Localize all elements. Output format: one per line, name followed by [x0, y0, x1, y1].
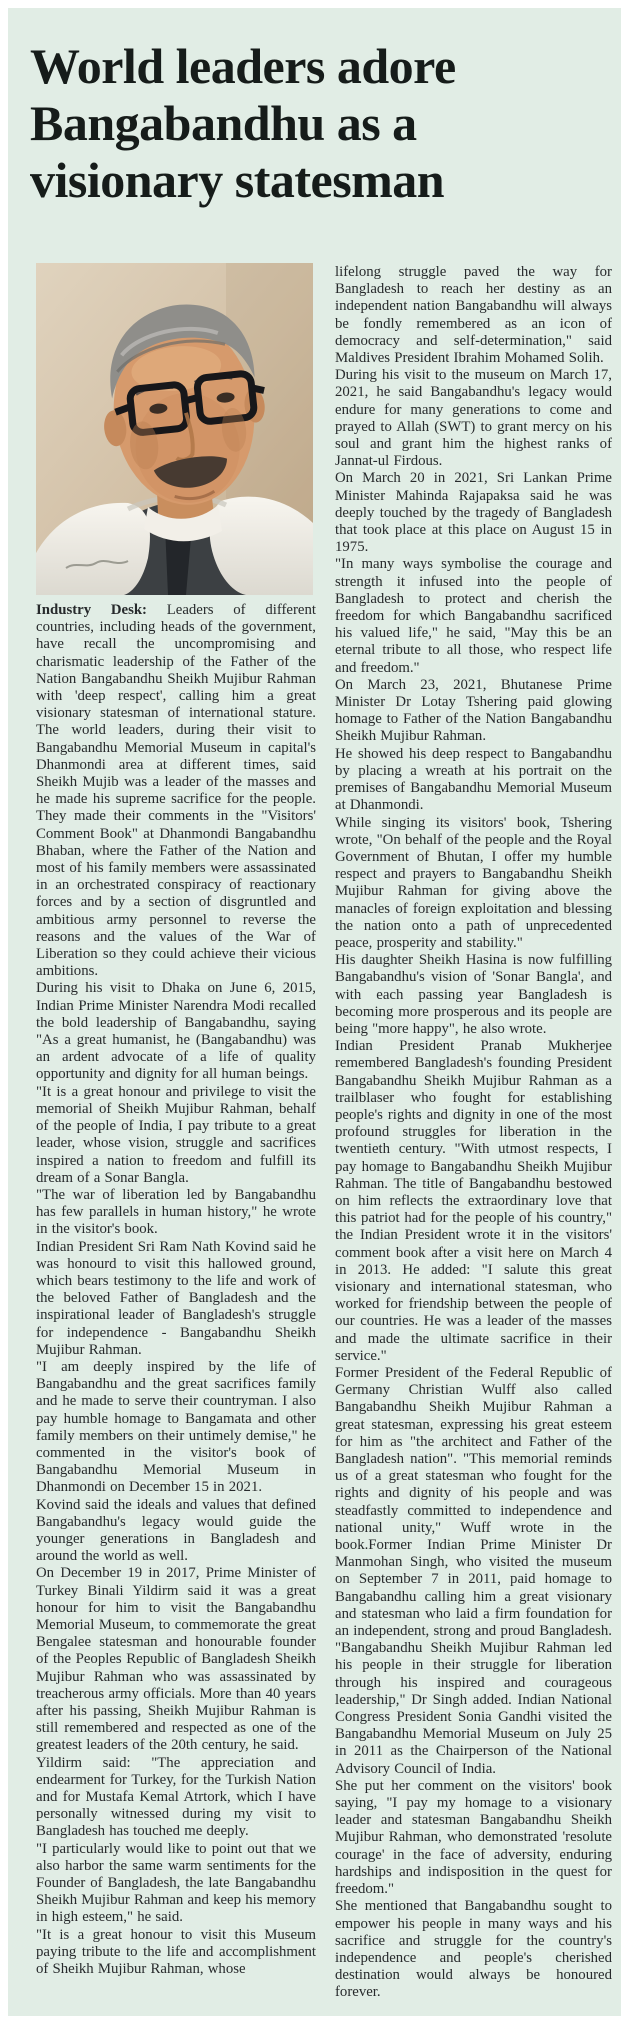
article-paragraph: While singing its visitors' book, Tshering wrote, "On behalf of the people and the Royal Government of Bhutan, I offer my humble respect and prayers to Bangabandhu Sheikh Mujibur Rahman for giving above the manacles of foreign exploitation and blessing the nation onto a path of unprecedented peace, prosperity and stability.": [335, 814, 612, 951]
article-left-column: [36, 602, 316, 2016]
article-paragraph: Industry Desk: Leaders of different countries, including heads of the government, have recall the uncompromising and charismatic leadership of the Father of the Nation Bangabandhu Sheikh Mujibur Rahman with 'deep respect', calling him a great visionary statesman of international stature. The world leaders, during their visit to Bangabandhu Memorial Museum in capital's Dhanmondi area at different times, said Sheikh Mujib was a leader of the masses and he made his supreme sacrifice for the people. They made their comments in the "Visitors' Comment Book" at Dhanmondi Bangabandhu Bhaban, where the Father of the Nation and most of his family members were assassinated in an orchestrated conspiracy of reactionary forces and by a section of disgruntled and ambitious army personnel to reverse the reasons and the values of the War of Liberation so they could achieve their vicious ambitions.: [36, 602, 316, 980]
article-paragraph: "I am deeply inspired by the life of Bangabandhu and the great sacrifices family and he made to serve their countryman. I also pay humble homage to Bangamata and other family members on their untimely demise," he commented in the visitor's book of Bangabandhu Memorial Museum in Dhanmondi on December 15 in 2021.: [36, 1358, 316, 1496]
article-paragraph: lifelong struggle paved the way for Bangladesh to reach her destiny as an independent nation Bangabandhu will always be fondly remembered as an icon of democracy and self-determination," said Maldives President Ibrahim Mohamed Solih.: [335, 264, 612, 367]
article-paragraph: His daughter Sheikh Hasina is now fulfilling Bangabandhu's vision of 'Sonar Bangla', and with each passing year Bangladesh is becoming more prosperous and its people are being "more happy", he also wrote.: [335, 952, 612, 1037]
article-paragraph: Kovind said the ideals and values that defined Bangabandhu's legacy would guide the younger generations in Bangladesh and around the world as well.: [36, 1496, 316, 1565]
article-paragraph: "It is a great honour and privilege to visit the memorial of Sheikh Mujibur Rahman, behalf of the people of India, I pay tribute to a great leader, whose vision, struggle and sacrifices inspired a nation to freedom and fulfill its dream of a Sonar Bangla.: [36, 1083, 316, 1186]
article-paragraph: During his visit to the museum on March 17, 2021, he said Bangabandhu's legacy would endure for many generations to come and prayed to Allah (SWT) to grant mercy on his soul and grant him the highest ranks of Jannat-ul Firdous.: [335, 367, 612, 470]
article-paragraph: "The war of liberation led by Bangabandhu has few parallels in human history," he wrote in the visitor's book.: [36, 1186, 316, 1238]
article-paragraph: "I particularly would like to point out that we also harbor the same warm sentiments for the Founder of Bangladesh, the late Bangabandhu Sheikh Mujibur Rahman and keep his memory in high esteem," he said.: [36, 1840, 316, 1926]
newspaper-clipping-panel: [8, 8, 621, 2016]
byline-label: Industry Desk:: [36, 602, 167, 618]
article-paragraph: She mentioned that Bangabandhu sought to empower his people in many ways and his sacrifice and struggle for the country's independence and people's cherished destination would always be honoured forever.: [335, 1898, 612, 2001]
article-paragraph: Former President of the Federal Republic of Germany Christian Wulff also called Bangabandhu Sheikh Mujibur Rahman a great statesman, expressing his great esteem for him as "the architect and Father of the Bangladesh nation". "This memorial reminds us of a great statesman who fought for the rights and dignity of his people and was steadfastly committed to independence and national unity," Wuff wrote in the book.Former Indian Prime Minister Dr Manmohan Singh, who visited the museum on September 7 in 2011, paid homage to Bangabandhu calling him a great visionary and statesman who laid a firm foundation for an independent, strong and proud Bangladesh. "Bangabandhu Sheikh Mujibur Rahman led his people in their struggle for liberation through his inspired and courageous leadership," Dr Singh added. Indian National Congress President Sonia Gandhi visited the Bangabandhu Memorial Museum on July 25 in 2011 as the Chairperson of the National Advisory Council of India.: [335, 1365, 612, 1777]
article-paragraph: Indian President Pranab Mukherjee remembered Bangladesh's founding President Bangabandhu Sheikh Mujibur Rahman as a trailblaser who fought for establishing people's rights and dignity in one of the most profound struggles for liberation in the twentieth century. "With utmost respects, I pay homage to Bangabandhu Sheikh Mujibur Rahman. The title of Bangabandhu bestowed on him reflects the extraordinary love that this patriot had for the people of his country," the Indian President wrote it in the visitors' comment book after a visit here on March 4 in 2013. He added: "I salute this great visionary and international statesman, who worked for friendship between the people of our countries. He was a leader of the masses and made the ultimate sacrifice in their service.": [335, 1038, 612, 1364]
article-paragraph: Indian President Sri Ram Nath Kovind said he was honourd to visit this hallowed ground, which bears testimony to the life and work of the beloved Father of Bangladesh and the inspirational leader of Bangladesh's struggle for independence - Bangabandhu Sheikh Mujibur Rahman.: [36, 1238, 316, 1358]
article-paragraph: Yildirm said: "The appreciation and endearment for Turkey, for the Turkish Nation and for Mustafa Kemal Atrtork, which I have personally witnessed during my visit to Bangladesh has touched me deeply.: [36, 1754, 316, 1840]
bangabandhu-portrait: [36, 263, 313, 595]
article-headline: World leaders adore Bangabandhu as a visionary statesman: [30, 38, 456, 208]
article-paragraph: He showed his deep respect to Bangabandhu by placing a wreath at his portrait on the premises of Bangabandhu Memorial Museum at Dhanmondi.: [335, 745, 612, 814]
article-paragraph: On December 19 in 2017, Prime Minister of Turkey Binali Yildirm said it was a great honour for him to visit the Bangabandhu Memorial Museum, to commemorate the great Bengalee statesman and honourable founder of the Peoples Republic of Bangladesh Sheikh Mujibur Rahman who was assassinated by treacherous army officials. More than 40 years after his passing, Sheikh Mujibur Rahman is still remembered and respected as one of the greatest leaders of the 20th century, he said.: [36, 1565, 316, 1754]
bangabandhu-portrait-illustration: [36, 263, 313, 595]
article-paragraph: During his visit to Dhaka on June 6, 2015, Indian Prime Minister Narendra Modi recalled the bold leadership of Bangabandhu, saying "As a great humanist, he (Bangabandhu) was an ardent advocate of a life of quality opportunity and dignity for all human beings.: [36, 980, 316, 1083]
article-paragraph: On March 23, 2021, Bhutanese Prime Minister Dr Lotay Tshering paid glowing homage to Father of the Nation Bangabandhu Sheikh Mujibur Rahman.: [335, 676, 612, 745]
article-paragraph: On March 20 in 2021, Sri Lankan Prime Minister Mahinda Rajapaksa said he was deeply touched by the tragedy of Bangladesh that took place at this place on August 15 in 1975.: [335, 470, 612, 556]
article-paragraph: "It is a great honour to visit this Museum paying tribute to the life and accomplishment of Sheikh Mujibur Rahman, whose: [36, 1926, 316, 1978]
article-right-column: [335, 264, 612, 2016]
article-paragraph: She put her comment on the visitors' book saying, "I pay my homage to a visionary leader and statesman Bangabandhu Sheikh Mujibur Rahman, who demonstrated 'resolute courage' in the face of adversity, enduring hardships and indisposition in the quest for freedom.": [335, 1777, 612, 1898]
article-paragraph: "In many ways symbolise the courage and strength it infused into the people of Bangladesh to protect and cherish the freedom for which Bangabandhu sacrificed his valued life," he said, "May this be an eternal tribute to all those, who respect life and freedom.": [335, 556, 612, 676]
